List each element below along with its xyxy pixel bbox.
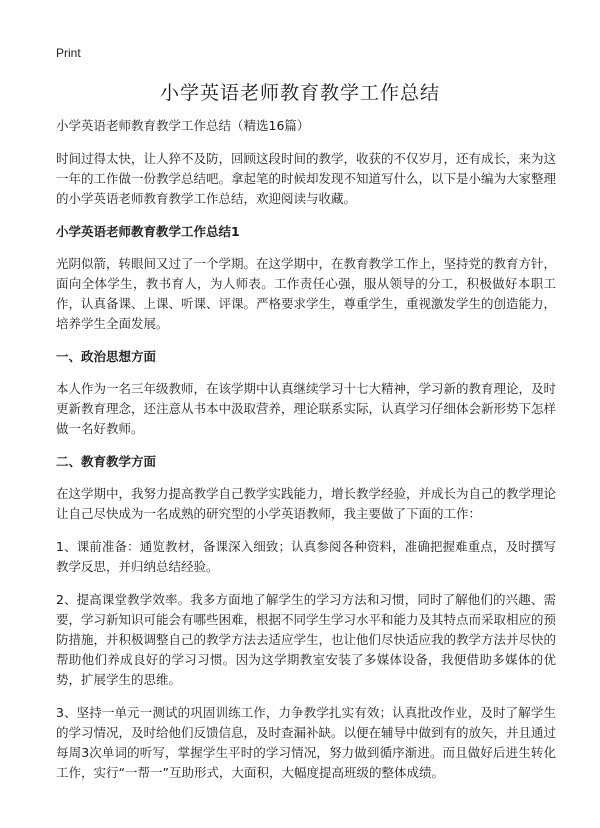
paragraph-1: 光阴似箭，转眼间又过了一个学期。在这学期中，在教育教学工作上，坚持党的教育方针，面向全体学生，教书育人，为人师表。工作责任心强，服从领导的分工，积极做好本职工作，认真备课、上课、听课、评课。严格要求学生，尊重学生，重视激发学生的创造能力，培养学生全面发展。: [56, 256, 557, 331]
list-item-1: 1、课前准备：通览教材，备课深入细致；认真参阅各种资料，准确把握难重点，及时撰写教学反思，并归纳总结经验。: [56, 539, 556, 574]
intro-paragraph: 时间过得太快，让人猝不及防，回顾这段时间的教学，收获的不仅岁月，还有成长，来为这一年的工作做一份教学总结吧。拿起笔的时候却发现不知道写什么，以下是小编为大家整理的小学英语老师教育教学工作总结，欢迎阅读与收藏。: [56, 151, 557, 206]
paragraph-2: 本人作为一名三年级教师，在该学期中认真继续学习十七大精神，学习新的教育理论，及时更新教育理念，还注意从书本中汲取营养，理论联系实际，认真学习仔细体会新形势下怎样做一名好教师。: [56, 381, 557, 436]
list-item-2: 2、提高课堂教学效率。我多方面地了解学生的学习方法和习惯，同时了解他们的兴趣、需要，学习新知识可能会有哪些困难，根据不同学生学习水平和能力及其特点而采取相应的预防措施，并积极调整自己的教学方法去适应学生，也让他们尽快适应我的教学方法并尽快的帮助他们养成良好的学习习惯。因为这学期教室安装了多媒体设备，我便借助多媒体的优势，扩展学生的思维。: [56, 592, 557, 687]
heading-teaching: 二、教育教学方面: [56, 454, 157, 469]
article-body: [56, 116, 556, 796]
list-item-3: 3、坚持一单元一测试的巩固训练工作，力争教学扎实有效；认真批改作业，及时了解学生的学习情况，及时给他们反馈信息，及时查漏补缺。以便在辅导中做到有的放矢，并且通过每周3次单词的听写，掌握学生平时的学习情况，努力做到循序渐进。而且做好后进生转化工作，实行“一帮一”互助形式，大面积，大幅度提高班级的整体成绩。: [56, 705, 557, 780]
heading-political: 一、政治思想方面: [56, 349, 157, 364]
page-title: 小学英语老师教育教学工作总结: [159, 82, 440, 104]
subtitle: 小学英语老师教育教学工作总结（精选16篇）: [56, 118, 310, 133]
paragraph-3: 在这学期中，我努力提高教学自己教学实践能力，增长教学经验，并成长为自己的教学理论让自己尽快成为一名成熟的研究型的小学英语教师，我主要做了下面的工作：: [56, 486, 557, 521]
section-title: 小学英语老师教育教学工作总结1: [56, 224, 240, 239]
print-link[interactable]: Print: [56, 46, 81, 60]
